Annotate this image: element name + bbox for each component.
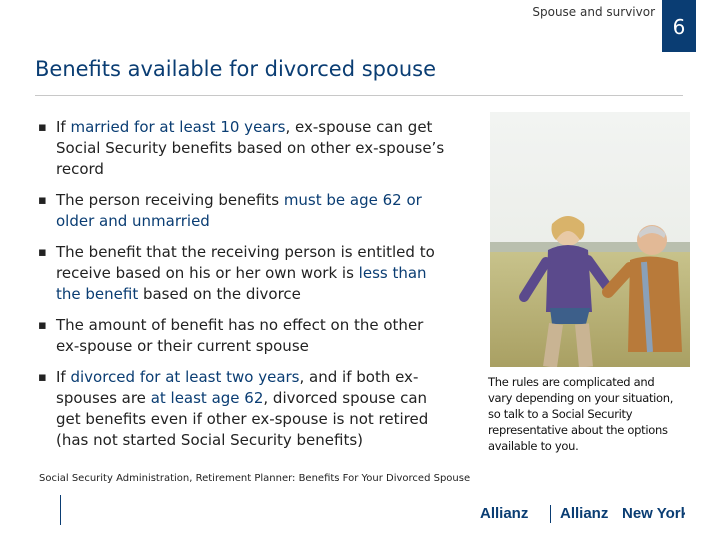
couple-walking-illustration <box>490 112 690 367</box>
highlighted-text: at least age 62 <box>150 389 264 407</box>
allianz-logo <box>480 503 685 523</box>
title-divider <box>35 95 683 96</box>
bullet-item <box>38 242 448 305</box>
source-citation: Social Security Administration, Retirement Planner: Benefits For Your Divorced Spouse <box>39 473 471 484</box>
highlighted-text: must be age 62 or older and unmarried <box>56 191 422 230</box>
bullet-item <box>38 190 448 232</box>
benefits-bullet-list <box>38 117 448 461</box>
bullet-item <box>38 367 448 451</box>
bullet-text: , divorced spouse can get benefits even if other ex-spouse is not retired (has not started Social Security benefits) <box>56 389 429 449</box>
bullet-text: The benefit that the receiving person is entitled to receive based on his or her own work is <box>56 243 435 282</box>
highlighted-text: less than the benefit <box>56 264 427 303</box>
page-number-badge: 6 <box>662 0 696 52</box>
advice-note: The rules are complicated and vary depending on your situation, so talk to a Social Security representative about the options available to you. <box>488 375 674 453</box>
bullet-text: The person receiving benefits <box>56 191 284 209</box>
footer-left-bar <box>60 495 61 525</box>
bullet-text: If <box>56 118 71 136</box>
allianz-eagle-icon <box>480 503 685 523</box>
bullet-text: , ex-spouse can get Social Security benefits based on other ex-spouse’s record <box>56 118 445 178</box>
couple-walking-photo <box>490 112 690 367</box>
logo-left-text: Allianz <box>480 505 529 522</box>
bullet-item <box>38 315 448 357</box>
bullet-text: If <box>56 368 71 386</box>
bullet-text: , and if both ex-spouses are <box>56 368 419 407</box>
highlighted-text: divorced for at least two years <box>70 368 300 386</box>
bullet-text: The amount of benefit has no effect on the other ex-spouse or their current spouse <box>56 316 424 355</box>
slide-title: Benefits available for divorced spouse <box>35 57 437 81</box>
logo-right-suffix: New York <box>622 505 685 522</box>
highlighted-text: married for at least 10 years <box>70 118 286 136</box>
bullet-item <box>38 117 448 180</box>
bullet-text: based on the divorce <box>138 285 301 303</box>
section-label: Spouse and survivor <box>532 5 655 19</box>
logo-right-text: Allianz <box>560 505 609 522</box>
